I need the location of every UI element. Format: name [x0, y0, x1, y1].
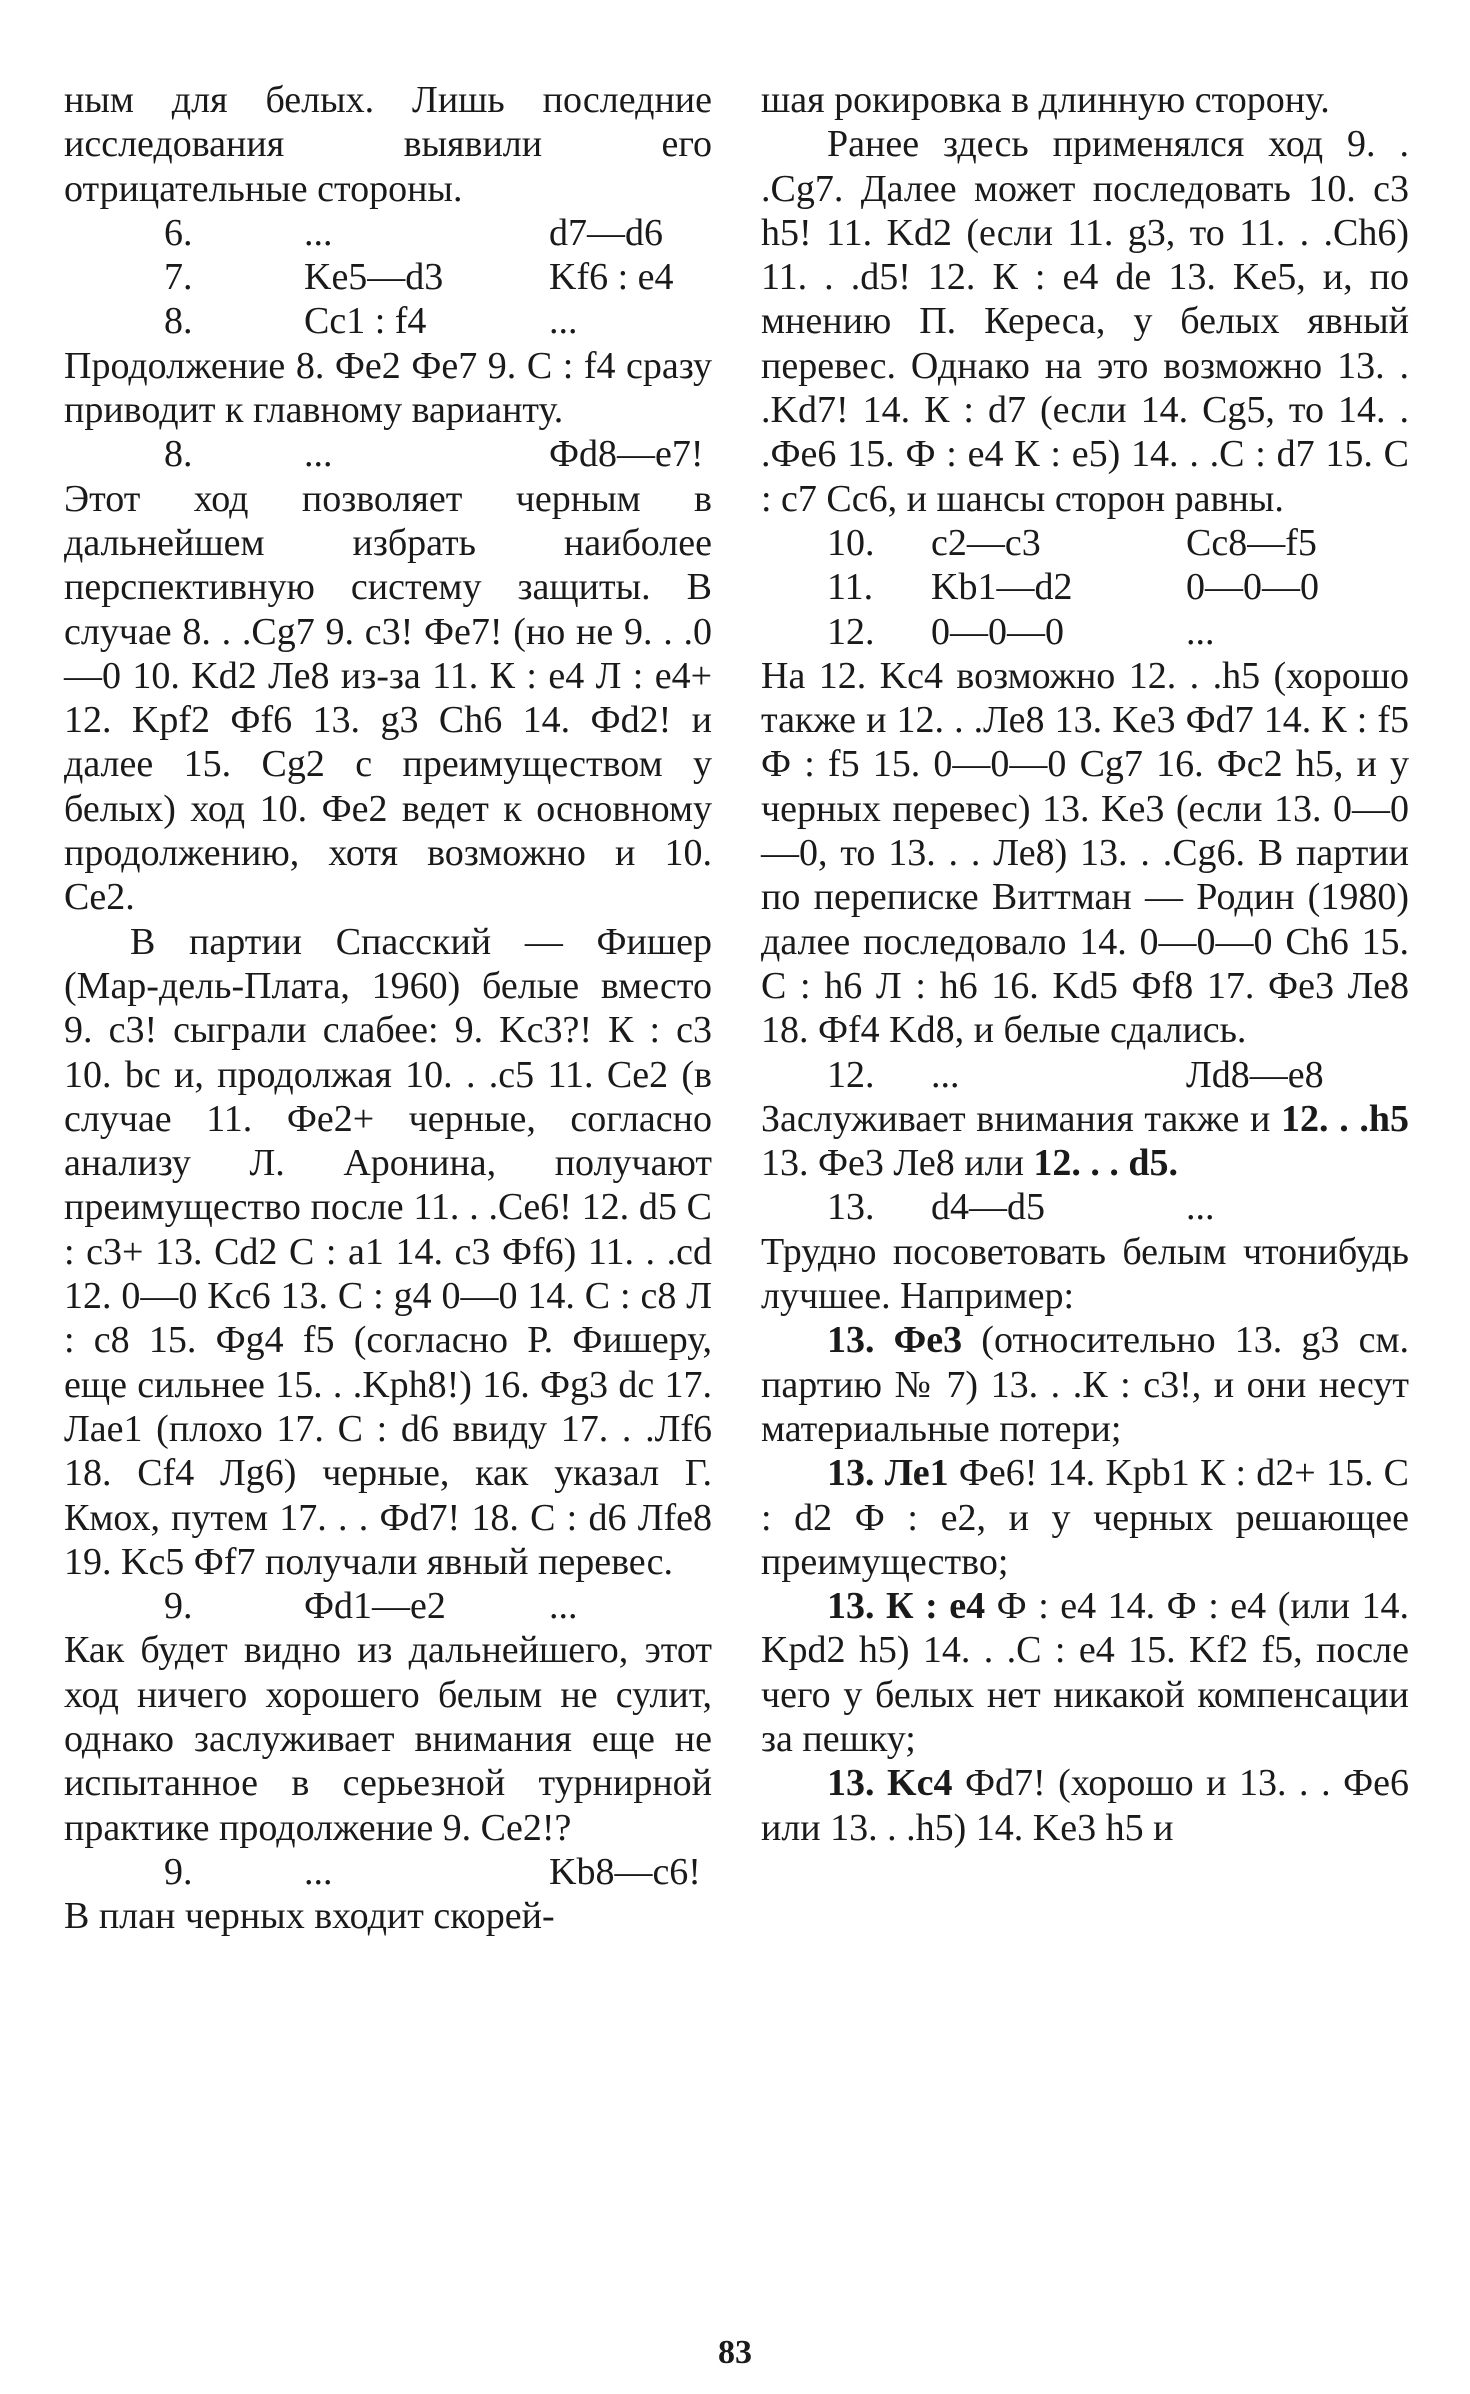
paragraph [761, 1584, 1409, 1761]
paragraph: ным для белых. Лишь последние исследования выявили его отрицательные стороны. [64, 79, 712, 210]
move-line [761, 565, 1409, 609]
paragraph: Этот ход позволяет черным в дальнейшем избрать наиболее перспективную систему защиты. В случае 8. . .Cg7 9. c3! Фе7! (но не 9. . .0—0 10. Kd2 Ле8 из-за 11. К : e4 Л : e4+ 12. Kpf2 Фf6 13. g3 Ch6 14. Фd2! и далее 15. Cg2 с преимуществом у белых) ход 10. Фе2 ведет к основному продолжению, хотя возможно и 10. Ce2. [64, 477, 712, 919]
right-column [761, 78, 1409, 1850]
black-move: Cc8—f5 [1186, 521, 1317, 564]
white-move: d4—d5 [931, 1186, 1045, 1229]
black-move: Фd8—e7! [549, 433, 704, 476]
black-move: ... [549, 300, 578, 343]
move-number: 13. [827, 1186, 875, 1229]
text-run: Заслуживает внимания также и [761, 1097, 1282, 1140]
move-number: 9. [164, 1585, 193, 1628]
move-line [761, 1185, 1409, 1229]
paragraph: шая рокировка в длинную сторону. [761, 79, 1330, 121]
text-run: Ф : e4 14. Ф : e4 (или 14. Kpd2 h5) 14. . .С : e4 15. Kf2 f5, после чего у белых нет никакой компенсации за пешку; [761, 1585, 1409, 1760]
move-number: 6. [164, 211, 193, 254]
move-line [761, 521, 1409, 565]
bold-move: 13. Ле1 [827, 1452, 949, 1495]
text-run: 13. Фе3 Ле8 или [761, 1142, 1034, 1185]
text-run: (относительно 13. g3 см. партию № 7) 13. . .К : c3!, и они несут материальные потери; [761, 1319, 1409, 1450]
paragraph: Как будет видно из дальнейшего, этот ход ничего хорошего белым не сулит, однако заслуживает внимания еще не испытанное в серьезной турнирной практике продолжение 9. Ce2!? [64, 1629, 712, 1849]
move-number: 9. [164, 1850, 193, 1893]
move-line [64, 432, 712, 476]
paragraph: Ранее здесь применялся ход 9. . .Cg7. Далее может последовать 10. c3 h5! 11. Kd2 (если 11. g3, то 11. . .Ch6) 11. . .d5! 12. К : e4 de 13. Ke5, и, по мнению П. Кереса, у белых явный перевес. Однако на это возможно 13. . .Kd7! 14. К : d7 (если 14. Cg5, то 14. . .Фе6 15. Ф : e4 К : e5) 14. . .С : d7 15. С : c7 Cc6, и шансы сторон равны. [761, 123, 1409, 520]
bold-move: 13. Kc4 [827, 1762, 953, 1805]
white-move: ... [304, 433, 333, 476]
black-move: ... [1186, 610, 1215, 653]
bold-move: 12. . .h5 [1281, 1097, 1409, 1140]
move-line [761, 610, 1409, 654]
text-run: Фе6! 14. Kpb1 К : d2+ 15. С : d2 Ф : e2, и у черных решающее преимущество; [761, 1452, 1409, 1583]
paragraph: В партии Спасский — Фишер (Мар-дель-Плата, 1960) белые вместо 9. c3! сыграли слабее: 9. Kc3?! К : c3 10. bc и, продолжая 10. . .c5 11. Ce2 (в случае 11. Фе2+ черные, согласно анализу Л. Аронина, получают преимущество после 11. . .Ce6! 12. d5 С : c3+ 13. Cd2 С : a1 14. c3 Фf6) 11. . .cd 12. 0—0 Kc6 13. С : g4 0—0 14. С : c8 Л : c8 15. Фg4 f5 (согласно Р. Фишеру, еще сильнее 15. . .Kph8!) 16. Фg3 dc 17. Лае1 (плохо 17. С : d6 ввиду 17. . .Лf6 18. Cf4 Лg6) черные, как указал Г. Кмох, путем 17. . . Фd7! 18. С : d6 Лfe8 19. Kc5 Фf7 получали явный перевес. [64, 920, 712, 1583]
black-move: ... [1186, 1186, 1215, 1229]
text-run: Фd7! (хорошо и 13. . . Фе6 или 13. . .h5) 14. Ke3 h5 и [761, 1762, 1409, 1849]
paragraph: На 12. Kc4 возможно 12. . .h5 (хорошо также и 12. . .Ле8 13. Ke3 Фd7 14. К : f5 Ф : f5 15. 0—0—0 Cg7 16. Фc2 h5, и у черных перевес) 13. Ke3 (если 13. 0—0—0, то 13. . . Ле8) 13. . .Cg6. В партии по переписке Виттман — Родин (1980) далее последовало 14. 0—0—0 Ch6 15. С : h6 Л : h6 16. Kd5 Фf8 17. Фе3 Ле8 18. Фf4 Kd8, и белые сдались. [761, 654, 1409, 1052]
white-move: Cc1 : f4 [304, 300, 427, 343]
move-line [761, 1053, 1409, 1097]
move-number: 11. [827, 566, 874, 609]
white-move: Ke5—d3 [304, 256, 444, 299]
bold-move: 12. . . d5. [1033, 1142, 1179, 1185]
move-line [64, 255, 712, 299]
white-move: ... [304, 1850, 333, 1893]
white-move: ... [931, 1053, 960, 1096]
move-line [64, 211, 712, 255]
move-line [64, 299, 712, 343]
black-move: Лd8—e8 [1186, 1053, 1324, 1096]
move-line [64, 1850, 712, 1894]
black-move: Kf6 : e4 [549, 256, 674, 299]
white-move: c2—c3 [931, 521, 1041, 564]
black-move: d7—d6 [549, 211, 663, 254]
bold-move: 13. Фе3 [827, 1319, 963, 1362]
move-number: 10. [827, 521, 875, 564]
paragraph [761, 1318, 1409, 1451]
white-move: Фd1—e2 [304, 1585, 446, 1628]
black-move: 0—0—0 [1186, 566, 1319, 609]
page-number: 83 [718, 2334, 752, 2371]
paragraph [761, 1097, 1409, 1186]
white-move: Kb1—d2 [931, 566, 1073, 609]
black-move: Kb8—c6! [549, 1850, 701, 1893]
move-number: 8. [164, 300, 193, 343]
paragraph [761, 1451, 1409, 1584]
bold-move: 13. К : e4 [827, 1585, 986, 1628]
paragraph: Продолжение 8. Фе2 Фе7 9. С : f4 сразу приводит к главному варианту. [64, 344, 712, 432]
move-line [64, 1584, 712, 1628]
white-move: 0—0—0 [931, 610, 1064, 653]
move-number: 7. [164, 256, 193, 299]
left-column [64, 78, 712, 1938]
black-move: ... [549, 1585, 578, 1628]
paragraph: Трудно посоветовать белым чтонибудь лучшее. Например: [761, 1230, 1409, 1318]
move-number: 12. [827, 610, 875, 653]
paragraph: В план черных входит скорей- [64, 1895, 555, 1938]
move-number: 8. [164, 433, 193, 476]
white-move: ... [304, 211, 333, 254]
move-number: 12. [827, 1053, 875, 1096]
paragraph [761, 1761, 1409, 1850]
